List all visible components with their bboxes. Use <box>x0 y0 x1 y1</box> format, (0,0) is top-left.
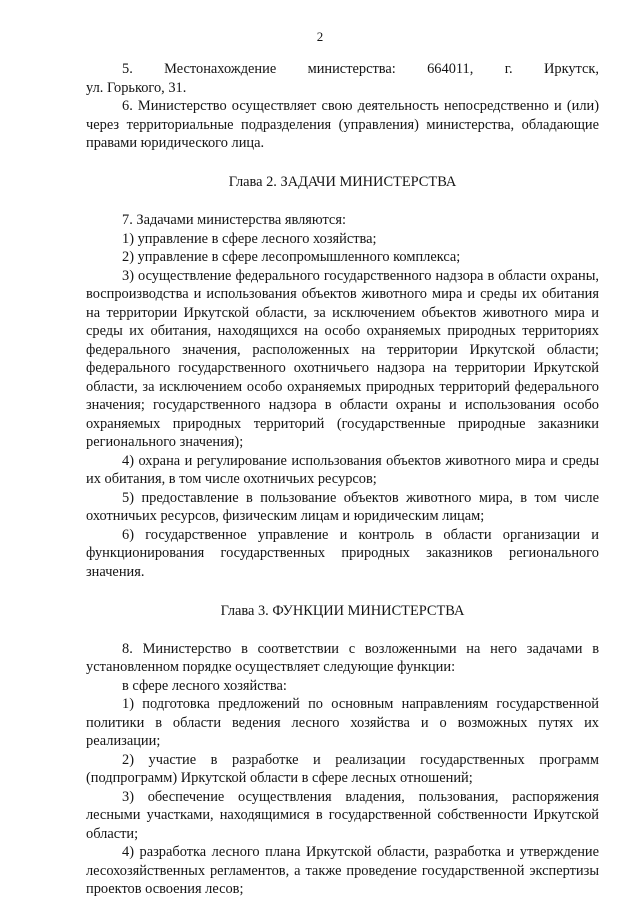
paragraph-5-line-1: 5. Местонахождение министерства: 664011, г. Иркутск, <box>122 61 599 77</box>
document-body <box>86 60 599 899</box>
chapter-3-heading: Глава 3. ФУНКЦИИ МИНИСТЕРСТВА <box>220 603 465 619</box>
task-item-1: 1) управление в сфере лесного хозяйства; <box>122 230 377 247</box>
task-item-4: 4) охрана и регулирование использования объектов животного мира и среды их обитания, в том числе охотничьих ресурсов; <box>86 452 599 487</box>
task-item-5: 5) предоставление в пользование объектов животного мира, в том числе охотничьих ресурсов, физическим лицам и юридическим лицам; <box>86 489 599 524</box>
function-item-3: 3) обеспечение осуществления владения, пользования, распоряжения лесными участками, находящимися в государственной собственности Иркутской области; <box>86 788 599 842</box>
task-item-3: 3) осуществление федерального государственного надзора в области охраны, воспроизводства и использования объектов животного мира и среды их обитания на территории Иркутской области, за исключением объектов животного мира и среды их обитания, находящихся на особо охраняемых природных территориях федерального значения, расположенных на территории Иркутской области; федерального государственного охотничьего надзора на территории Иркутской области, за исключением особо охраняемых природных территорий федерального значения; государственного надзора в области охраны и использования особо охраняемых природных территорий (государственные природные заказники регионального значения); <box>86 267 599 450</box>
functions-subheading: в сфере лесного хозяйства: <box>122 677 287 694</box>
function-item-4: 4) разработка лесного плана Иркутской области, разработка и утверждение лесохозяйственных регламентов, а также проведение государственной экспертизы проектов освоения лесов; <box>86 844 599 897</box>
paragraph-8: 8. Министерство в соответствии с возложенными на него задачами в установленном порядке осуществляет следующие функции: <box>86 640 599 675</box>
chapter-2-heading: Глава 2. ЗАДАЧИ МИНИСТЕРСТВА <box>228 173 457 190</box>
function-item-1: 1) подготовка предложений по основным направлениям государственной политики в области ведения лесного хозяйства и о возможных путях их реализации; <box>86 696 599 749</box>
paragraph-6: 6. Министерство осуществляет свою деятельность непосредственно и (или) через территориальные подразделения (управления) министерства, обладающие правами юридического лица. <box>86 98 599 151</box>
paragraph-5-line-2: ул. Горького, 31. <box>86 79 187 96</box>
task-item-6: 6) государственное управление и контроль в области организации и функционирования государственных природных заказников регионального значения. <box>86 526 599 580</box>
task-item-2: 2) управление в сфере лесопромышленного комплекса; <box>122 249 461 265</box>
paragraph-7: 7. Задачами министерства являются: <box>122 212 346 228</box>
page-number: 2 <box>316 29 324 44</box>
function-item-2: 2) участие в разработке и реализации государственных программ (подпрограмм) Иркутской области в сфере лесных отношений; <box>86 751 599 786</box>
